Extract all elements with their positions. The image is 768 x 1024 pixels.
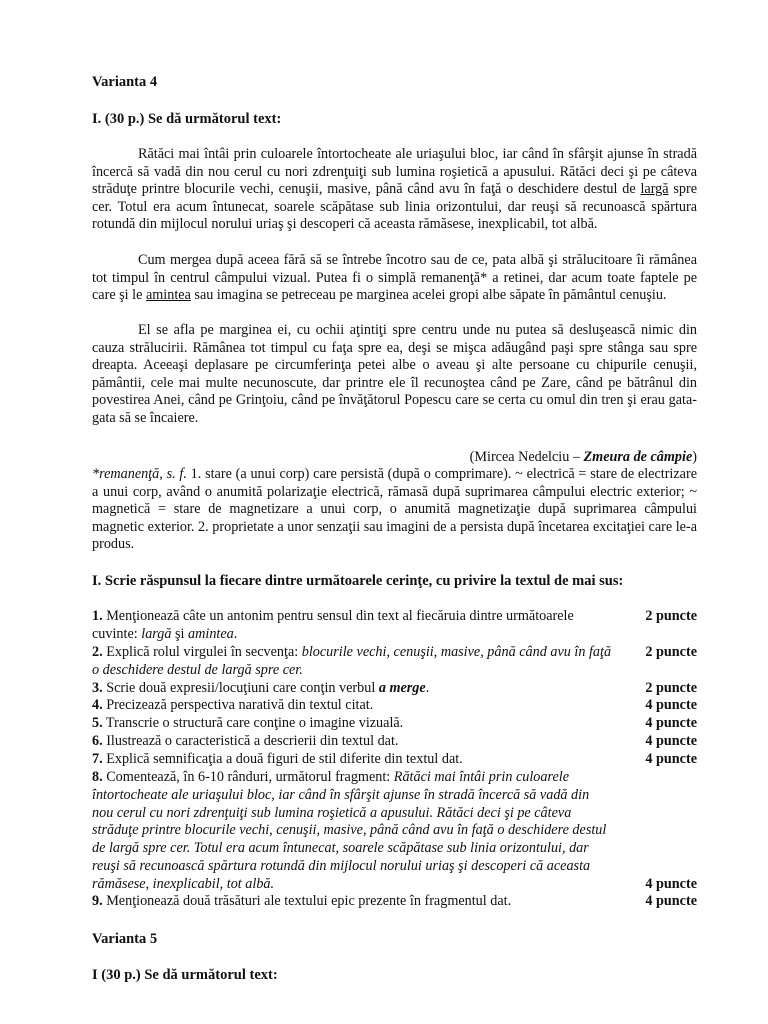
variant-5-heading: Varianta 5 (92, 931, 158, 947)
task-3: 3. Scrie două expresii/locuţiuni care conţin verbul a merge. 2 puncte (92, 680, 697, 696)
task-8: 8. Comentează, în 6-10 rânduri, următorul fragment: Rătăci mai întâi prin culoarele întortocheate ale uriaşului bloc, iar când în sfârşit ajunse în stradă încercă să vadă din nou cerul cu nori zdrenţuiţi sub lumina roşietică a apusului. Rătăci deci şi pe câteva străduţe printre blocurile vechi, cenuşii, masive, până când avu în faţă o deschidere destul de largă spre cer. Totul era acum întunecat, soarele scăpătase sub linia orizontului, dar reuşi să recunoască spărtura rotundă din mijlocul norului uriaş şi descoperi că aceasta rămăsese, inexplicabil, tot albă. 4 puncte (92, 769, 697, 892)
task-6-points: 4 puncte (645, 733, 697, 749)
task-9: 9. Menţionează două trăsături ale textului epic prezente în fragmentul dat. 4 puncte (92, 893, 697, 909)
task-7: 7. Explică semnificaţia a două figuri de stil diferite din textul dat. 4 puncte (92, 751, 697, 767)
task-4: 4. Precizează perspectiva narativă din textul citat. 4 puncte (92, 697, 697, 713)
p1-text-a: Rătăci mai întâi prin culoarele întortocheate ale uriaşului bloc, iar când în sfârşit ajunse în stradă încercă să vadă din nou cerul cu nori zdrenţuiţi sub lumina roşietică a apusului. Rătăci deci şi pe câteva străduţe printre blocurile vechi, cenuşii, masive, până când avu în faţă o deschidere destul de (92, 146, 697, 198)
source-close: ) (692, 449, 697, 465)
task-1: 1. Menţionează câte un antonim pentru sensul din text al fiecăruia dintre următoarele cuvinte: largă şi amintea. 2 puncte (92, 608, 697, 642)
source-citation (92, 449, 697, 466)
task-6: 6. Ilustrează o caracteristică a descrierii din textul dat. 4 puncte (92, 733, 697, 749)
section-1-v5-heading: I (30 p.) Se dă următorul text: (92, 967, 278, 983)
p1-text-b: spre cer. Totul era acum întunecat, soarele scăpătase sub linia orizontului, dar reuşi să recunoască spărtura rotundă din mijlocul norului uriaş şi descoperi că aceasta rămăsese, inexplicabil, tot albă. (92, 181, 698, 233)
task-2-points: 2 puncte (645, 644, 697, 660)
task-5-points: 4 puncte (645, 715, 697, 731)
task-5: 5. Transcrie o structură care conţine o imagine vizuală. 4 puncte (92, 715, 697, 731)
task-3-points: 2 puncte (645, 680, 697, 696)
footnote-definition (92, 466, 697, 554)
paragraph-3: El se afla pe marginea ei, cu ochii aţintiţi spre centru unde nu putea să desluşească nimic din cauza strălucirii. Rămânea tot timpul cu faţa spre ea, deşi se mişca adăugând paşi spre stânga sau spre dreapta. Aceeaşi deplasare pe circumferinţa petei albe o aveau şi alte persoane cu chipurile cenuşii, pământii, cele mai multe necunoscute, dar printre ele îl recunoştea când pe Zare, când pe bătrânul din povestirea Anei, când pe Grinţoiu, când pe învăţătorul Popescu care se certa cu omul din tren şi erau gata-gata să se încaiere. (92, 322, 697, 426)
source-title: Zmeura de câmpie (583, 449, 693, 465)
task-1-points: 2 puncte (645, 608, 697, 624)
task-9-points: 4 puncte (645, 893, 697, 909)
paragraph-1 (92, 146, 697, 234)
paragraph-2 (92, 252, 697, 305)
underlined-word-amintea: amintea (145, 287, 191, 304)
variant-4-heading: Varianta 4 (92, 74, 158, 90)
p2-text-b: sau imagina se petreceau pe marginea acelei gropi albe săpate în pământul cenuşiu. (190, 287, 667, 304)
source-author: (Mircea Nedelciu – (469, 449, 584, 465)
task-2: 2. Explică rolul virgulei în secvenţa: blocurile vechi, cenuşii, masive, până când avu în faţă o deschidere destul de largă spre cer. 2 puncte (92, 644, 697, 678)
section-1-heading: I. (30 p.) Se dă următorul text: (92, 111, 282, 127)
definition-term: *remanenţă, s. f. (92, 466, 187, 482)
task-7-points: 4 puncte (645, 751, 697, 767)
task-8-points: 4 puncte (645, 875, 697, 892)
p2-text-a: Cum mergea după aceea fără să se întrebe încotro sau de ce, pata albă şi strălucitoare îi rămânea tot timpul în centrul câmpului vizual. Putea fi o simplă remanenţă* a retinei, dar acum toate faptele pe care şi le (92, 252, 697, 304)
task-4-points: 4 puncte (645, 697, 697, 713)
requirements-heading: I. Scrie răspunsul la fiecare dintre următoarele cerinţe, cu privire la textul de mai sus: (92, 573, 624, 589)
definition-text: 1. stare (a unui corp) care persistă (după o comprimare). ~ electrică = stare de electrizare a unui corp, având o anumită polarizaţie electrică, rămasă după suprimarea câmpului electric exterior; ~ magnetică = stare de magnetizare a unui corp, o anumită magnetizaţie după suprimarea câmpului magnetic exterior. 2. proprietate a unor senzaţii sau imagini de a persista după încetarea excitaţiei care le-a produs. (92, 466, 697, 553)
underlined-word-larga: largă (640, 181, 669, 198)
